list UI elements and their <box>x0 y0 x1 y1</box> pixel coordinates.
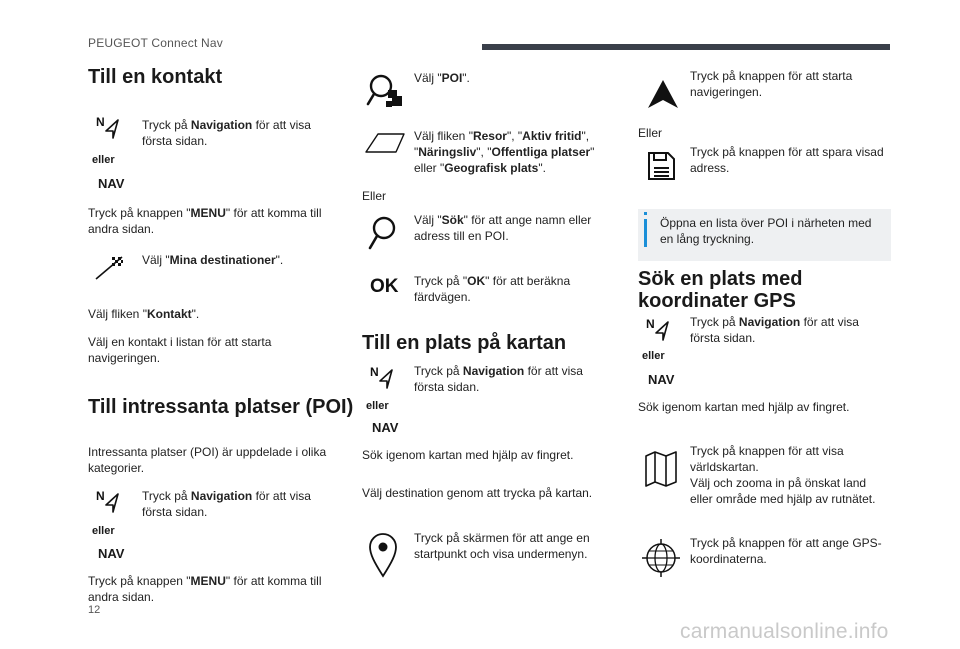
step-tryck-ok: Tryck på "OK" för att beräkna färdvägen. <box>414 274 571 304</box>
start-navigation-icon <box>646 78 680 115</box>
eller-text: Eller <box>638 126 663 140</box>
world-map-icon <box>644 448 678 493</box>
navigation-icon-group <box>642 316 682 392</box>
heading-plats-pa-kartan: Till en plats på kartan <box>362 332 567 354</box>
step-menu-knapp: Tryck på knappen "MENU" för att komma till andra sidan. <box>88 574 322 604</box>
location-pin-icon <box>368 532 398 583</box>
step-tryck-navigation: Tryck på Navigation för att visa första sidan. <box>690 315 859 345</box>
flag-icon <box>94 254 124 285</box>
poi-search-icon <box>366 72 406 117</box>
nav-icon <box>96 114 122 145</box>
step-tryck-navigation: Tryck på Navigation för att visa första sidan. <box>142 489 311 519</box>
step-mina-destinationer: Välj "Mina destinationer". <box>142 253 284 267</box>
save-icon <box>645 150 677 187</box>
n-letter: N <box>96 489 105 503</box>
globe-icon <box>642 538 680 583</box>
ok-icon: OK <box>370 276 399 297</box>
step-valj-flik-kategori: Välj fliken "Resor", "Aktiv fritid", "Näringsliv", "Offentliga platser" eller "Geografisk plats". <box>414 129 595 175</box>
eller-label: eller <box>92 154 115 166</box>
eller-label: eller <box>366 400 389 412</box>
tip-box <box>638 209 891 261</box>
navigation-icon-group <box>92 488 132 564</box>
search-icon <box>366 214 400 259</box>
heading-till-en-kontakt: Till en kontakt <box>88 66 223 88</box>
navigation-icon-group <box>366 364 406 440</box>
tab-icon <box>364 132 406 159</box>
step-tryck-navigation: Tryck på Navigation för att visa första sidan. <box>414 364 583 394</box>
nav-icon <box>370 364 396 395</box>
watermark: carmanualsonline.info <box>680 620 889 643</box>
info-icon-dot <box>644 212 647 215</box>
eller-label: eller <box>642 350 665 362</box>
step-kontakt-flik: Välj fliken "Kontakt". <box>88 307 200 321</box>
navigation-icon-group <box>92 114 132 190</box>
header-bar <box>482 44 890 50</box>
n-letter: N <box>96 115 105 129</box>
step-menu-knapp: Tryck på knappen "MENU" för att komma till andra sidan. <box>88 206 322 236</box>
step-spara-adress: Tryck på knappen för att spara visad adress. <box>690 145 884 175</box>
step-valj-destination: Välj destination genom att trycka på kartan. <box>362 486 593 500</box>
step-valj-sok: Välj "Sök" för att ange namn eller adress till en POI. <box>414 213 592 243</box>
nav-label: NAV <box>372 420 399 435</box>
step-sok-kartan: Sök igenom kartan med hjälp av fingret. <box>638 400 850 414</box>
running-header: PEUGEOT Connect Nav <box>88 36 223 50</box>
n-letter: N <box>370 365 379 379</box>
step-valj-poi: Välj "POI". <box>414 71 470 85</box>
nav-icon <box>96 488 122 519</box>
step-gps-koordinater: Tryck på knappen för att ange GPS-koordinaterna. <box>690 536 882 566</box>
step-starta-navigeringen: Tryck på knappen för att starta navigeringen. <box>690 69 853 99</box>
info-icon <box>644 219 647 247</box>
step-sok-kartan: Sök igenom kartan med hjälp av fingret. <box>362 448 574 462</box>
heading-koordinater-gps: Sök en plats med koordinater GPS <box>638 268 803 312</box>
nav-label: NAV <box>98 176 125 191</box>
step-tryck-skarmen: Tryck på skärmen för att ange en startpunkt och visa undermenyn. <box>414 531 590 561</box>
heading-intressanta-platser: Till intressanta platser (POI) <box>88 396 354 418</box>
step-tryck-navigation: Tryck på Navigation för att visa första sidan. <box>142 118 311 148</box>
nav-label: NAV <box>648 372 675 387</box>
intro-poi-kategorier: Intressanta platser (POI) är uppdelade i olika kategorier. <box>88 445 327 475</box>
step-valj-kontakt: Välj en kontakt i listan för att starta navigeringen. <box>88 335 272 365</box>
eller-text: Eller <box>362 189 387 203</box>
page-number: 12 <box>88 604 101 616</box>
nav-label: NAV <box>98 546 125 561</box>
step-varldskartan: Tryck på knappen för att visa världskartan. Välj och zooma in på önskat land eller område med hjälp av rutnätet. <box>690 444 876 506</box>
nav-icon <box>646 316 672 347</box>
tip-text: Öppna en lista över POI i närheten med en lång tryckning. <box>660 216 872 246</box>
n-letter: N <box>646 317 655 331</box>
eller-label: eller <box>92 525 115 537</box>
